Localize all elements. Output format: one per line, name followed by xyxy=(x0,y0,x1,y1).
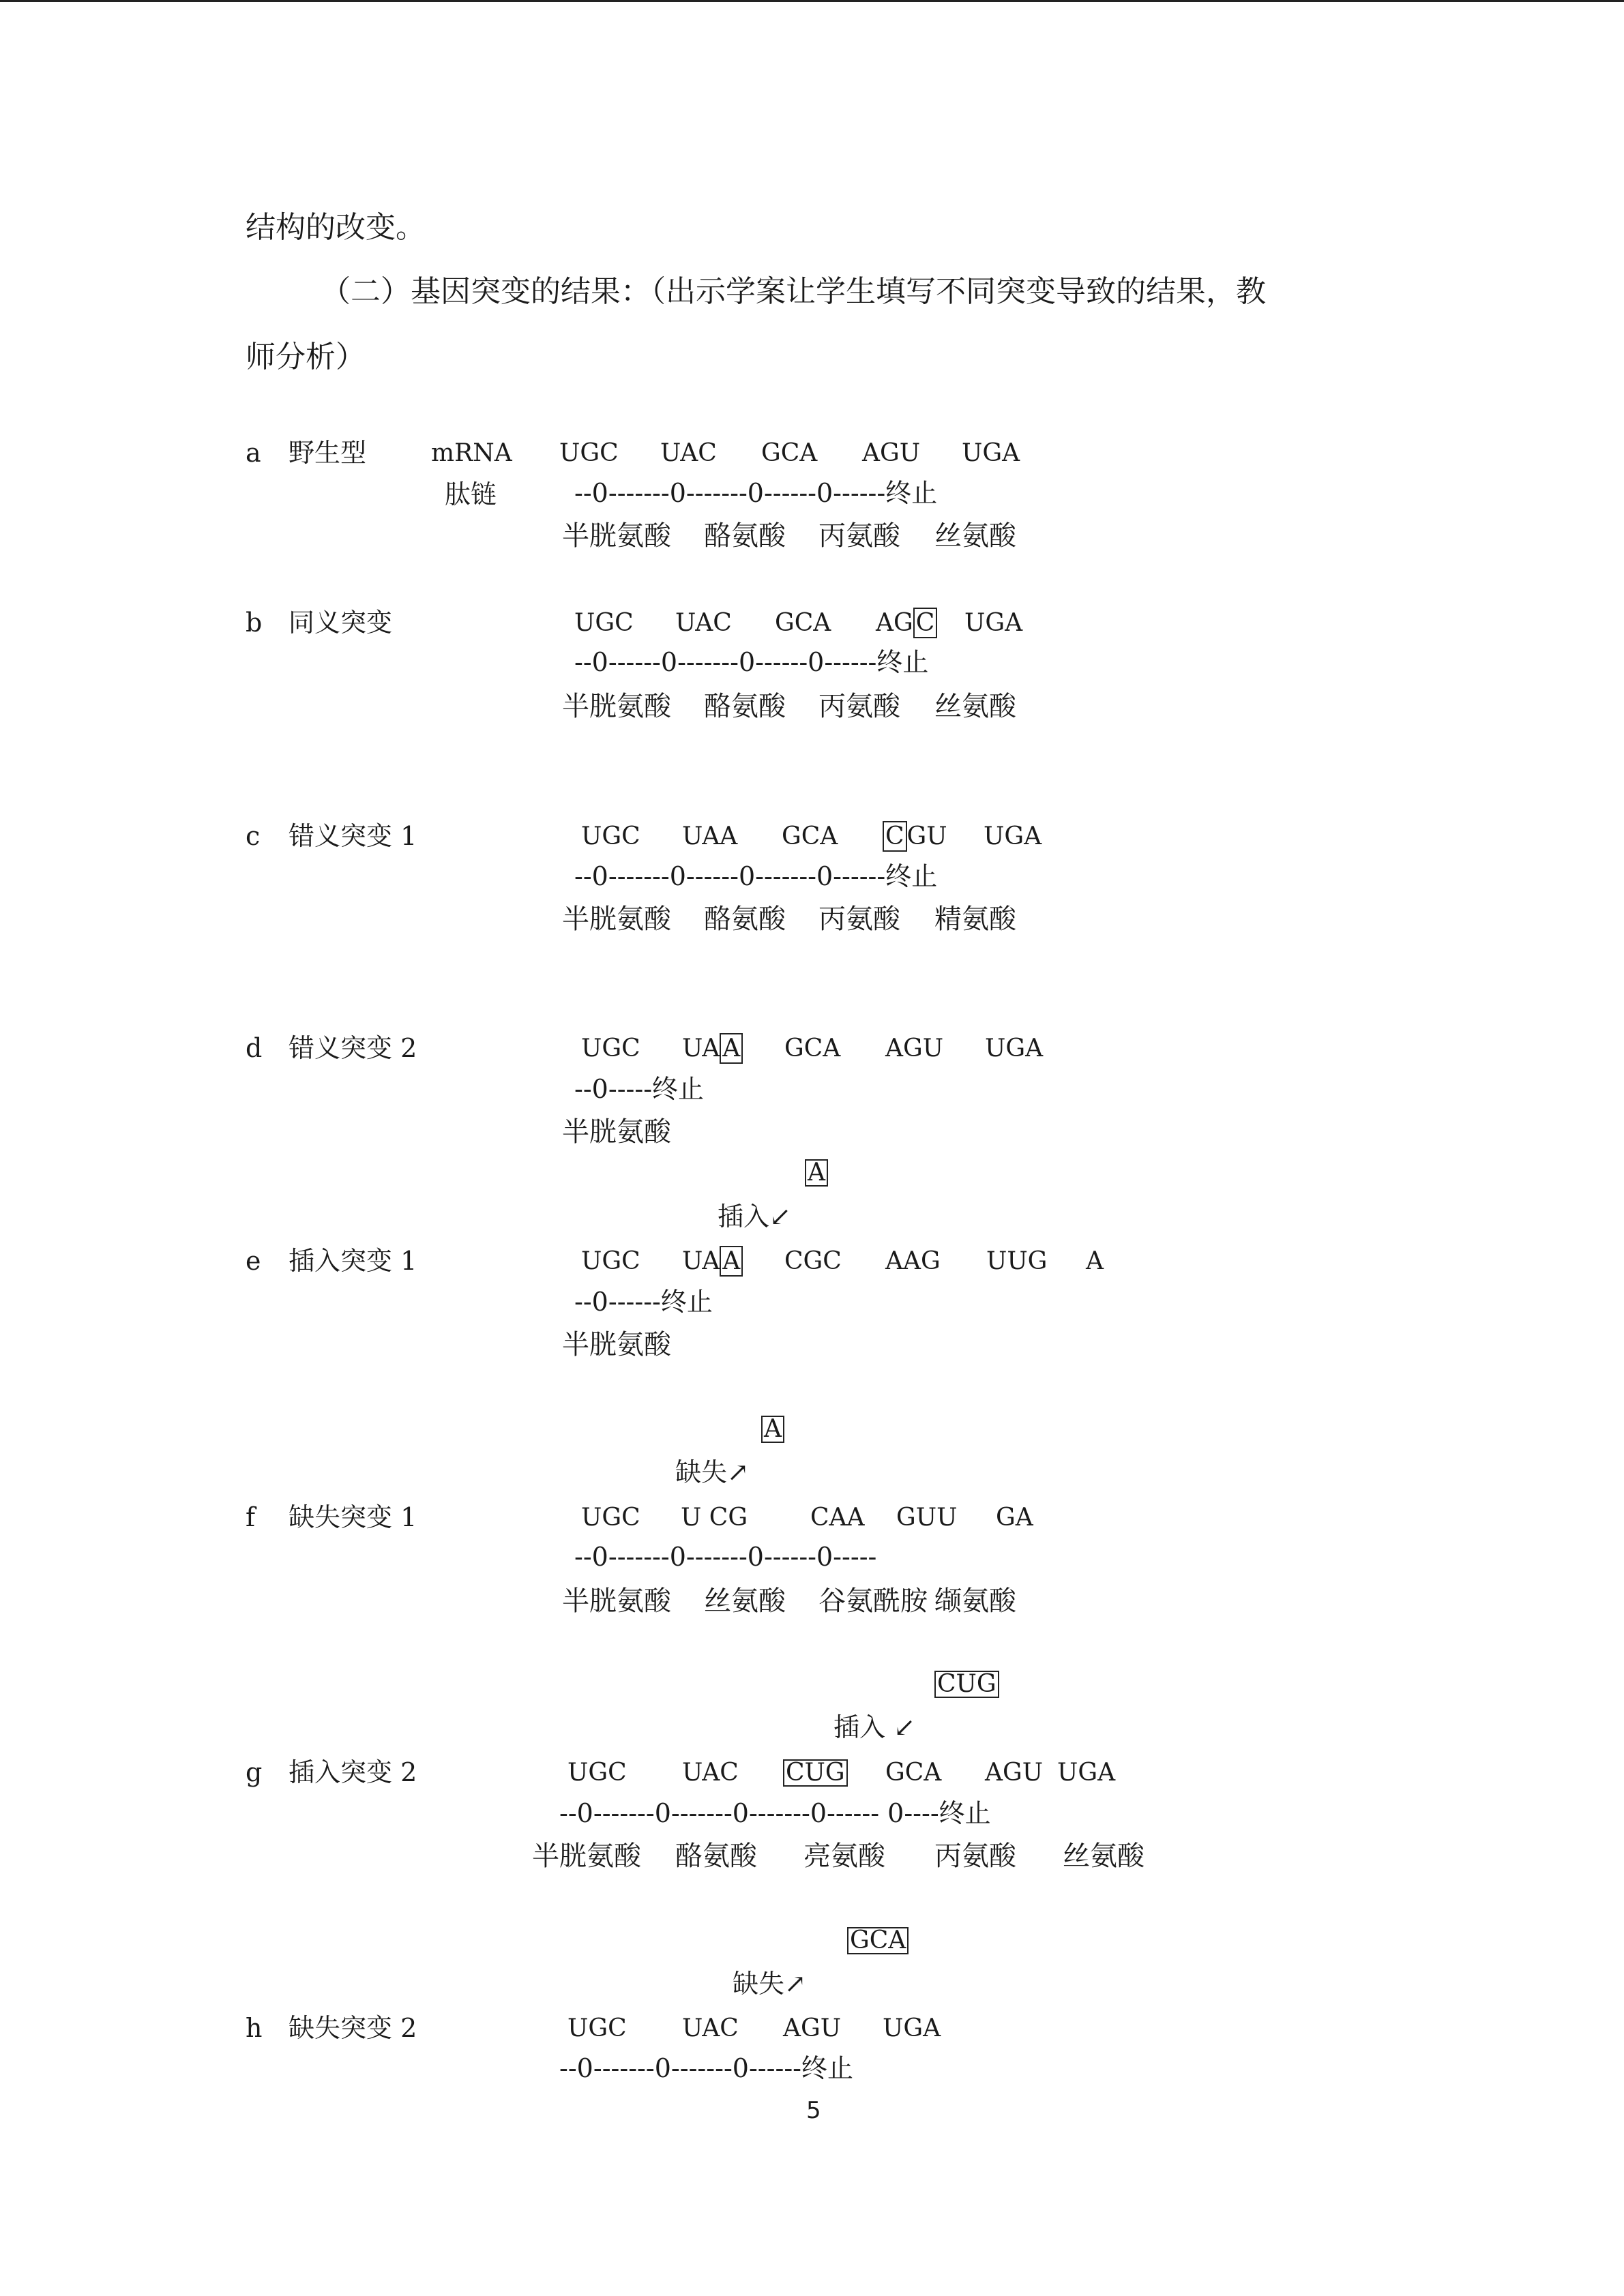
codon: AGU xyxy=(985,1759,1044,1787)
amino-acid: 酪氨酸 xyxy=(675,1840,757,1872)
amino-acid: 丝氨酸 xyxy=(934,691,1016,722)
codon: UGA xyxy=(962,439,1020,467)
row-letter: g xyxy=(246,1757,263,1787)
row-letter: d xyxy=(246,1033,263,1063)
codon: GCA xyxy=(885,1759,942,1787)
codon: GCA xyxy=(761,439,818,467)
row-name: 错义突变 1 xyxy=(289,821,417,851)
peptide-chain: --0-----终止 xyxy=(574,1074,705,1104)
peptide-chain-label: 肽链 xyxy=(445,479,497,509)
amino-acid: 酪氨酸 xyxy=(704,520,786,552)
peptide-chain: --0------终止 xyxy=(574,1287,713,1317)
codon: AG C xyxy=(876,611,937,636)
row-name: 缺失突变 1 xyxy=(289,1502,417,1532)
row-name: 错义突变 2 xyxy=(289,1033,417,1063)
codon: CGC xyxy=(784,1247,842,1275)
peptide-chain: --0------0-------0------0------终止 xyxy=(574,647,929,677)
mutated-base-box: C xyxy=(913,608,938,638)
codon: UGC xyxy=(581,1504,640,1532)
codon: UAC xyxy=(682,1759,739,1787)
amino-acid: 半胱氨酸 xyxy=(562,520,671,552)
arrow-up-right-icon: ↗ xyxy=(784,1969,806,1999)
codon: GA xyxy=(996,1504,1033,1532)
inserted-codon-box: CUG xyxy=(934,1671,999,1698)
codon: UAC xyxy=(675,609,732,637)
amino-acid: 半胱氨酸 xyxy=(562,1585,671,1617)
codon: CAA xyxy=(810,1504,865,1532)
inserted-base-box: A xyxy=(805,1159,828,1187)
row-name: 插入突变 1 xyxy=(289,1246,417,1276)
codon: UGC xyxy=(567,1759,627,1787)
row-name: 野生型 xyxy=(289,438,367,468)
row-name: 同义突变 xyxy=(289,608,393,638)
page-number: 5 xyxy=(806,2097,821,2124)
codon: AGU xyxy=(783,2014,842,2042)
codon: UAC xyxy=(660,439,717,467)
amino-acid: 半胱氨酸 xyxy=(562,1329,671,1360)
codon: UGC xyxy=(559,439,619,467)
amino-acid: 酪氨酸 xyxy=(704,904,786,935)
amino-acid: 丝氨酸 xyxy=(1063,1840,1145,1872)
row-letter: a xyxy=(246,438,261,468)
mutated-base-box: A xyxy=(720,1246,743,1277)
paragraph-teacher-analysis: 师分析） xyxy=(246,340,366,374)
codon: GCA xyxy=(784,1034,841,1062)
row-letter: f xyxy=(246,1502,256,1532)
codon: GUU xyxy=(896,1504,958,1532)
insert-note: 插入↙ xyxy=(718,1202,791,1232)
deleted-base-box: A xyxy=(761,1416,784,1443)
codon: U CG xyxy=(681,1504,748,1532)
amino-acid: 缬氨酸 xyxy=(934,1585,1016,1617)
delete-note: 缺失↗ xyxy=(733,1969,806,1999)
codon: UA A xyxy=(682,1249,743,1274)
codon: UGA xyxy=(964,609,1023,637)
delete-note: 缺失↗ xyxy=(675,1457,749,1487)
arrow-down-left-icon: ↙ xyxy=(894,1712,915,1742)
codon: UAA xyxy=(682,822,738,850)
amino-acid: 亮氨酸 xyxy=(803,1840,885,1872)
row-letter: h xyxy=(246,2013,263,2043)
codon: UAC xyxy=(682,2014,739,2042)
amino-acid: 丙氨酸 xyxy=(818,691,900,722)
codon: UGA xyxy=(985,1034,1044,1062)
codon: GCA xyxy=(775,609,831,637)
arrow-up-right-icon: ↗ xyxy=(727,1457,749,1487)
amino-acid: 丙氨酸 xyxy=(818,904,900,935)
amino-acid: 丝氨酸 xyxy=(704,1585,786,1617)
row-name: 缺失突变 2 xyxy=(289,2013,417,2043)
amino-acid: 丝氨酸 xyxy=(934,520,1016,552)
arrow-down-left-icon: ↙ xyxy=(769,1202,791,1232)
peptide-chain: --0-------0-------0-------0------ 0----终止 xyxy=(559,1798,991,1828)
amino-acid: 酪氨酸 xyxy=(704,691,786,722)
amino-acid: 丙氨酸 xyxy=(818,520,900,552)
codon: A xyxy=(1086,1247,1104,1275)
amino-acid: 半胱氨酸 xyxy=(562,1116,671,1148)
row-name: 插入突变 2 xyxy=(289,1757,417,1787)
inserted-codon-box: CUG xyxy=(783,1759,848,1787)
peptide-chain: --0-------0------0-------0------终止 xyxy=(574,861,938,891)
codon: UGC xyxy=(574,609,634,637)
deleted-codon-box: GCA xyxy=(847,1927,909,1954)
top-border-line xyxy=(0,0,1624,2)
codon: AGU xyxy=(885,1034,944,1062)
codon: UUG xyxy=(986,1247,1048,1275)
row-letter: c xyxy=(246,821,261,851)
codon: UA A xyxy=(682,1037,743,1061)
codon: UGA xyxy=(1057,1759,1116,1787)
amino-acid: 谷氨酰胺 xyxy=(818,1585,928,1617)
codon: UGC xyxy=(581,1247,640,1275)
amino-acid: 半胱氨酸 xyxy=(532,1840,641,1872)
amino-acid: 丙氨酸 xyxy=(934,1840,1016,1872)
row-letter: e xyxy=(246,1246,261,1276)
mrna-label: mRNA xyxy=(431,439,512,467)
codon: UGA xyxy=(984,822,1042,850)
codon: UGA xyxy=(883,2014,941,2042)
paragraph-structure-change: 结构的改变。 xyxy=(246,210,426,245)
peptide-chain: --0-------0-------0------0----- xyxy=(574,1542,877,1572)
amino-acid: 半胱氨酸 xyxy=(562,691,671,722)
codon: C GU xyxy=(883,824,947,849)
section-heading: （二）基因突变的结果：（出示学案让学生填写不同突变导致的结果，教 xyxy=(321,274,1266,309)
codon: UGC xyxy=(581,1034,640,1062)
codon: UGC xyxy=(567,2014,627,2042)
codon: UGC xyxy=(581,822,640,850)
codon: AAG xyxy=(885,1247,941,1275)
mutated-base-box: A xyxy=(720,1033,743,1064)
peptide-chain: --0-------0-------0------0------终止 xyxy=(574,478,938,508)
row-letter: b xyxy=(246,608,263,638)
insert-note: 插入 ↙ xyxy=(833,1712,915,1742)
amino-acid: 半胱氨酸 xyxy=(562,904,671,935)
peptide-chain: --0-------0-------0------终止 xyxy=(559,2053,854,2083)
codon: AGU xyxy=(862,439,921,467)
mutated-base-box: C xyxy=(883,821,907,852)
codon: GCA xyxy=(782,822,838,850)
amino-acid: 精氨酸 xyxy=(934,904,1016,935)
